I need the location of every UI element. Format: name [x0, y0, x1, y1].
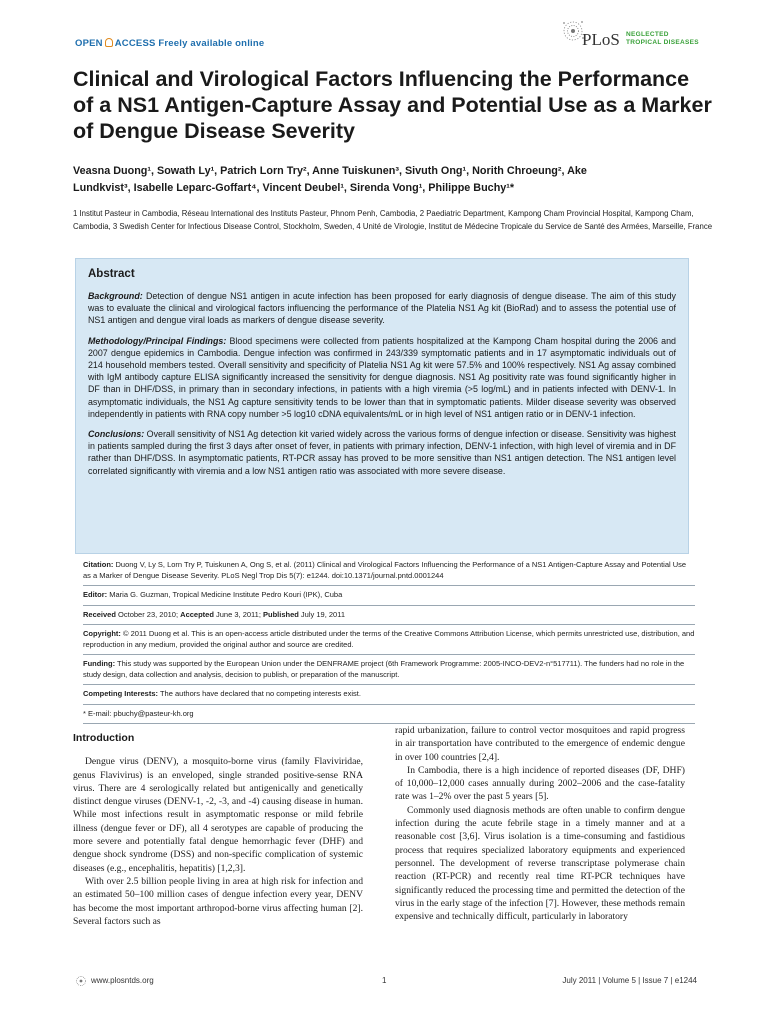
- abstract-heading: Abstract: [88, 268, 135, 280]
- logo-ntd-text: [626, 31, 699, 46]
- funding-text: This study was supported by the European Union under the DENFRAME project (6th Framework Programme: 2005-INCO-DEV2-n°517711). The funders had no role in the study design, data collection and analysis, decision to publish, or preparation of the manuscript.: [83, 659, 685, 679]
- citation-text: Duong V, Ly S, Lorn Try P, Tuiskunen A, Ong S, et al. (2011) Clinical and Virological Factors Influencing the Performance of a NS1 Antigen-Capture Assay and Potential Use as a Marker of Dengue Disease Severity. PLoS Negl Trop Dis 5(7): e1244. doi:10.1371/journal.pntd.0001244: [83, 560, 687, 580]
- oa-open-text: OPEN: [75, 38, 103, 49]
- logo-ntd-line1: NEGLECTED: [626, 31, 669, 38]
- accepted-label: Accepted: [180, 609, 214, 619]
- abstract-methods: [88, 335, 676, 420]
- body-paragraph: With over 2.5 billion people living in area at high risk for infection and an estimated 50–100 million cases of dengue infection every year, DENV has become the most important arthropod-borne virus affecting human [2]. Several factors such as: [73, 875, 363, 927]
- abstract-background-text: Detection of dengue NS1 antigen in acute infection has been proposed for early diagnosis of dengue disease. The aim of this study was to evaluate the clinical and virological factors influencing the performance of the Platelia NS1 Ag kit (BioRad) and to assess the potential use of NS1 antigen and dengue viral loads as markers of dengue disease severity.: [88, 291, 676, 326]
- email-note: * E-mail: pbuchy@pasteur-kh.org: [83, 709, 695, 725]
- body-right-column: [395, 724, 685, 923]
- abstract-background: [88, 290, 676, 327]
- journal-logo: [560, 18, 700, 54]
- received-text: October 23, 2010;: [115, 609, 181, 619]
- body-paragraph: Commonly used diagnosis methods are often unable to confirm dengue infection during the acute febrile stage in a timely manner and at a reasonable cost [3,6]. Virus isolation is a time-consuming and fastidious process that requires specialized laboratory equipments and experienced personnel. The development of reverse transcriptase polymerase chain reaction (RT-PCR) and recently real time RT-PCR techniques have significantly reduced the processing time and permitted the detection of the virus in the early stage of the infection [7]. However, these methods remain expensive and technically difficult, particularly in laboratory: [395, 804, 685, 923]
- copyright-label: Copyright:: [83, 629, 121, 638]
- competing-text: The authors have declared that no competing interests exist.: [158, 689, 361, 698]
- abstract-conclusions-label: Conclusions:: [88, 429, 145, 440]
- author-affiliations: 1 Institut Pasteur in Cambodia, Réseau International des Instituts Pasteur, Phnom Penh, Cambodia, 2 Paediatric Department, Kampong Cham Provincial Hospital, Kampong Cham, Cambodia, 3 Swedish Center for Infectious Disease Control, Stockholm, Sweden, 4 Unité de Virologie, Institut de Médecine Tropicale du Service de Santé des Armées, Marseille, France: [73, 209, 713, 231]
- editor-text: Maria G. Guzman, Tropical Medicine Institute Pedro Kouri (IPK), Cuba: [107, 590, 343, 599]
- article-title: Clinical and Virological Factors Influencing the Performance of a NS1 Antigen-Capture Assay and Potential Use as a Marker of Dengue Disease Severity: [73, 67, 712, 143]
- open-access-banner: [75, 38, 264, 49]
- editor-note: [83, 590, 695, 606]
- author-line-1: Veasna Duong¹, Sowath Ly¹, Patrich Lorn Try², Anne Tuiskunen³, Sivuth Ong¹, Norith Chroeung², Ake: [73, 165, 587, 177]
- open-lock-icon: [105, 38, 113, 47]
- citation-label: Citation:: [83, 560, 114, 569]
- accepted-text: June 3, 2011;: [213, 609, 263, 619]
- page-number: 1: [382, 976, 387, 985]
- body-paragraph: In Cambodia, there is a high incidence of reported diseases (DF, DHF) of 10,000–12,000 cases annually during 2002–2006 and the case-fatality rate was 1–2% over the past 5 years [5].: [395, 764, 685, 803]
- body-left-column: [73, 728, 363, 928]
- competing-interests-note: [83, 689, 695, 705]
- copyright-text: © 2011 Duong et al. This is an open-access article distributed under the terms of the Creative Commons Attribution License, which permits unrestricted use, distribution, and reproduction in any medium, provided the original author and source are credited.: [83, 629, 695, 649]
- abstract-background-label: Background:: [88, 291, 143, 301]
- introduction-heading: Introduction: [73, 732, 135, 744]
- body-paragraph: Dengue virus (DENV), a mosquito-borne virus (family Flaviviridae, genus Flavivirus) is an enveloped, single stranded positive-sense RNA virus. There are 4 serologically related but antigenically and genetically distinct dengue viruses (DENV-1, -2, -3, and -4) causing disease in human. While most infections result in asymptomatic response or mild febrile illness (dengue fever or DF), all 4 serotypes are capable of producing the more severe and potentially fatal dengue hemorrhagic fever (DHF) and dengue shock syndrome (DSS) and non-specific complication of systemic diseases (e.g., encephalitis, hepatitis) [1,2,3].: [73, 756, 363, 874]
- abstract-methods-text: Blood specimens were collected from patients hospitalized at the Kampong Cham hospital during the 2006 and 2007 dengue epidemics in Cambodia. Dengue infection was confirmed in 243/339 symptomatic patients and in 17 asymptomatic individuals out of 214 household members tested. Overall sensitivity and specificity of Platelia NS1 Ag kit were 57.5% and 100% respectively. NS1 Ag assay combined with IgM antibody capture ELISA significantly increased the sensitivity for dengue diagnosis. NS1 Ag positivity rate was found significantly higher in DF than in DHF/DSS, in primary than in secondary infections, in patients with a high viremia (>5 log/mL) and in patients infected with DENV-1. In asymptomatic individuals, the NS1 Ag capture sensitivity tends to be lower than that in symptomatic patients. Milder disease severity was observed independently in patients with RNA copy number >5 log10 cDNA equivalents/mL or in high level of NS1 antigen ratio or in DENV-1 infection.: [88, 335, 676, 419]
- abstract-box: [75, 258, 689, 554]
- received-label: Received: [83, 609, 116, 619]
- logo-ntd-line2: TROPICAL DISEASES: [626, 38, 699, 46]
- author-line-2: Lundkvist³, Isabelle Leparc-Goffart⁴, Vincent Deubel¹, Sirenda Vong¹, Philippe Buchy¹*: [73, 182, 515, 194]
- abstract-methods-label: Methodology/Principal Findings:: [88, 335, 227, 346]
- funding-note: [83, 659, 695, 685]
- oa-free-text: Freely available online: [158, 38, 265, 49]
- page-footer: [75, 975, 697, 991]
- published-label: Published: [263, 609, 299, 619]
- oa-access-text: ACCESS: [114, 38, 156, 49]
- abstract-conclusions-text: Overall sensitivity of NS1 Ag detection kit varied widely across the various forms of dengue infection or disease. Sensitivity was highest in patients sampled during the first 3 days after onset of fever, in patients with primary infection, DENV-1 infection, with high level of viremia and in DF rather than DHF/DSS. In asymptomatic patients, RT-PCR assay has proved to be more sensitive than NS1 antigen detection. The NS1 antigen level correlated significantly with viremia and a low NS1 antigen ratio was associated with more severe disease.: [88, 429, 676, 476]
- published-text: July 19, 2011: [298, 609, 345, 619]
- funding-label: Funding:: [83, 659, 116, 668]
- plos-dots-icon: [75, 975, 87, 987]
- citation-note: [83, 560, 695, 586]
- competing-label: Competing Interests:: [83, 689, 159, 698]
- abstract-conclusions: [88, 428, 676, 477]
- copyright-note: [83, 629, 695, 655]
- article-metadata: [83, 560, 695, 728]
- dates-note: [83, 610, 695, 626]
- author-list: [73, 163, 713, 197]
- journal-url: www.plosntds.org: [91, 976, 154, 985]
- body-paragraph: rapid urbanization, failure to control vector mosquitoes and rapid progress in air transportation have contributed to the emergence of endemic dengue in over 100 countries [2,4].: [395, 725, 685, 763]
- issue-info: July 2011 | Volume 5 | Issue 7 | e1244: [562, 976, 697, 985]
- logo-plos-text: PLoS: [582, 30, 620, 49]
- editor-label: Editor:: [83, 590, 108, 599]
